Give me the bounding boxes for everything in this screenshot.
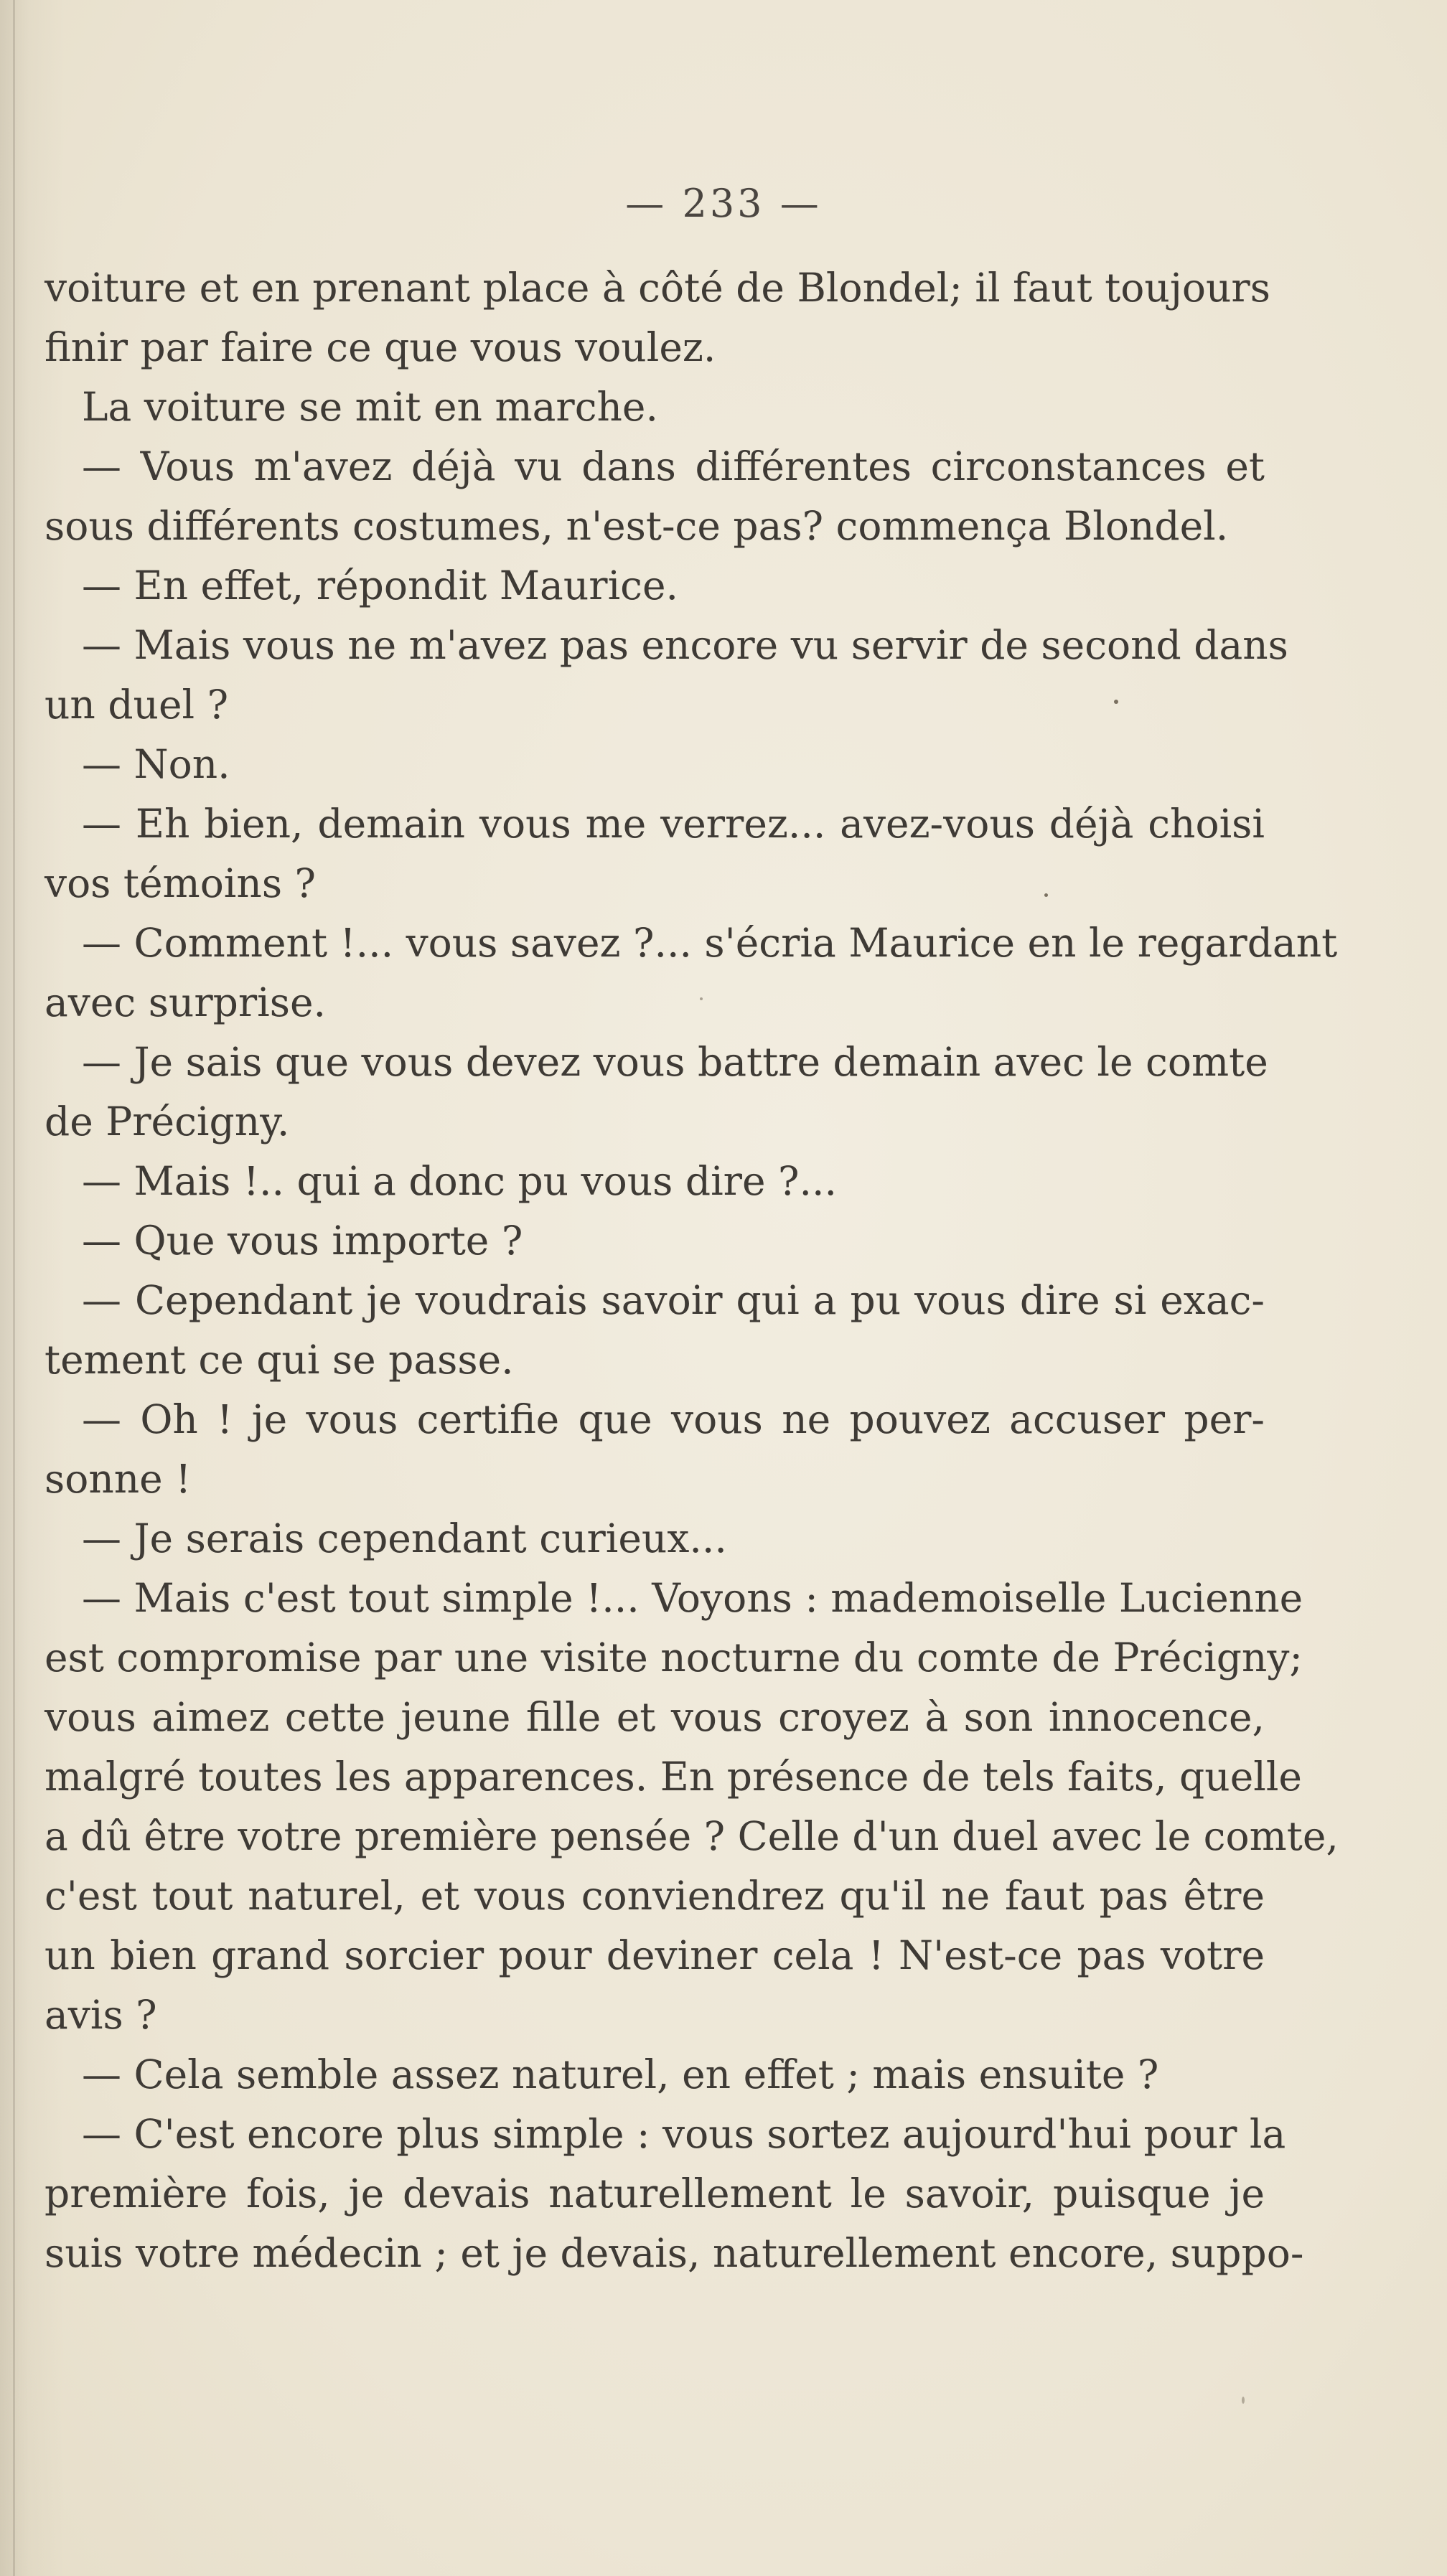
text-line: un bien grand sorcier pour deviner cela ! N'est-ce pas votre [45, 1932, 1265, 1978]
text-line: — Eh bien, demain vous me verrez... avez-vous déjà choisi [82, 801, 1265, 847]
text-line: vos témoins ? [45, 860, 317, 906]
text-line: — C'est encore plus simple : vous sortez aujourd'hui pour la [82, 2111, 1286, 2157]
text-line: avis ? [45, 1992, 157, 2038]
page-number: — 233 — [625, 181, 822, 226]
text-line: est compromise par une visite nocturne du comte de Précigny; [45, 1635, 1303, 1680]
text-line: — Cela semble assez naturel, en effet ; mais ensuite ? [82, 2051, 1159, 2097]
text-line: — Comment !... vous savez ?... s'écria Maurice en le regardant [82, 920, 1338, 966]
text-line: sous différents costumes, n'est-ce pas? commença Blondel. [45, 503, 1229, 549]
paper-speck [1114, 700, 1118, 704]
text-line: tement ce qui se passe. [45, 1337, 514, 1383]
text-line: malgré toutes les apparences. En présence de tels faits, quelle [45, 1754, 1302, 1800]
text-line: c'est tout naturel, et vous conviendrez qu'il ne faut pas être [45, 1873, 1265, 1919]
text-line: — Cependant je voudrais savoir qui a pu vous dire si exac- [82, 1277, 1265, 1323]
text-line: — Oh ! je vous certifie que vous ne pouvez accuser per- [82, 1396, 1265, 1442]
text-line: — Non. [82, 741, 230, 787]
text-line: sonne ! [45, 1456, 192, 1502]
text-line: un duel ? [45, 682, 229, 728]
body-text [45, 258, 1339, 2283]
text-line: première fois, je devais naturellement le savoir, puisque je [45, 2171, 1265, 2217]
text-line: vous aimez cette jeune fille et vous croyez à son innocence, [45, 1694, 1265, 1740]
paper-speck [1242, 2397, 1245, 2404]
text-line: — Que vous importe ? [82, 1218, 523, 1264]
text-line: La voiture se mit en marche. [82, 384, 658, 430]
text-line: — Mais c'est tout simple !... Voyons : mademoiselle Lucienne [82, 1575, 1303, 1621]
paper-speck [700, 997, 703, 1000]
text-line: — Vous m'avez déjà vu dans différentes circonstances et [82, 443, 1265, 489]
text-line: — Mais !.. qui a donc pu vous dire ?... [82, 1158, 837, 1204]
text-line: voiture et en prenant place à côté de Blondel; il faut toujours [45, 265, 1270, 311]
paper-speck [1044, 893, 1048, 897]
text-line: — En effet, répondit Maurice. [82, 563, 678, 608]
text-line: — Je serais cependant curieux... [82, 1515, 727, 1561]
text-line: — Je sais que vous devez vous battre demain avec le comte [82, 1039, 1268, 1085]
text-line: a dû être votre première pensée ? Celle d'un duel avec le comte, [45, 1813, 1339, 1859]
text-line: finir par faire ce que vous voulez. [45, 324, 716, 370]
text-line: suis votre médecin ; et je devais, naturellement encore, suppo- [45, 2230, 1304, 2276]
text-line: avec surprise. [45, 979, 326, 1025]
binding-gutter [13, 0, 15, 2576]
text-line: — Mais vous ne m'avez pas encore vu servir de second dans [82, 622, 1288, 668]
text-line: de Précigny. [45, 1099, 290, 1144]
